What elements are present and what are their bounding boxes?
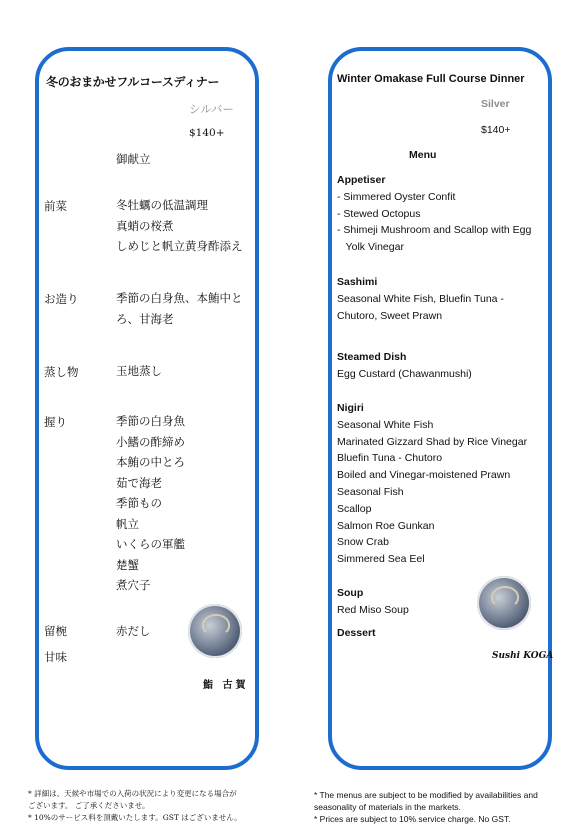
menu-item: Snow Crab <box>337 536 389 549</box>
menu-item: 季節もの <box>116 496 162 510</box>
menu-item: 小鰭の酢締め <box>116 434 185 449</box>
ja-course-label-otsukuri: お造り <box>44 292 79 306</box>
ja-menu-heading: 御献立 <box>116 152 151 166</box>
menu-item: 季節の白身魚、本鮪中と <box>116 291 243 305</box>
ja-course-label-tomewan: 留椀 <box>44 624 67 638</box>
menu-item: Simmered Sea Eel <box>337 553 425 566</box>
ja-course-items-otsukuri <box>116 288 243 329</box>
ja-course-items-zensai <box>116 195 243 257</box>
course-label: Soup <box>337 587 364 599</box>
clam-photo <box>188 604 242 658</box>
ja-course-label-nigiri: 握り <box>44 415 67 429</box>
menu-item: - Stewed Octopus <box>337 207 421 220</box>
menu-item: Egg Custard (Chawanmushi) <box>337 367 472 380</box>
menu-item: 季節の白身魚 <box>116 414 185 428</box>
course-label: Appetiser <box>337 174 386 186</box>
course-label: Nigiri <box>337 402 364 414</box>
menu-item: しめじと帆立黄身酢添え <box>116 239 243 253</box>
menu-item: 茹で海老 <box>116 475 162 490</box>
menu-item: - Shimeji Mushroom and Scallop with Egg <box>337 224 532 237</box>
menu-item: Marinated Gizzard Shad by Rice Vinegar <box>337 435 528 448</box>
footnote-line: ございます。 ご了承くださいませ。 <box>28 801 150 810</box>
menu-item: いくらの軍艦 <box>116 537 185 551</box>
menu-item: ろ、甘海老 <box>116 311 174 326</box>
en-course-label-dessert: Dessert <box>337 627 376 639</box>
en-footnotes <box>314 789 538 825</box>
menu-item: 玉地蒸し <box>116 364 162 378</box>
ja-course-items-mushimono <box>116 361 162 382</box>
menu-item: Salmon Roe Gunkan <box>337 519 435 532</box>
ja-signature: 鮨 古賀 <box>203 680 249 691</box>
menu-item: Bluefin Tuna - Chutoro <box>337 452 443 465</box>
menu-item: 真蛸の桜煮 <box>116 218 174 233</box>
menu-item: 冬牡蠣の低温調理 <box>116 198 208 212</box>
menu-item: 帆立 <box>116 516 139 531</box>
footnote-line: * 詳細は、天候や市場での入荷の状況により変更になる場合が <box>28 789 237 798</box>
footnote-line: * The menus are subject to be modified by availabilities and <box>314 790 538 800</box>
menu-item: 楚蟹 <box>116 557 139 572</box>
menu-item: 本鮪の中とろ <box>116 455 185 469</box>
en-course-sashimi <box>337 274 504 324</box>
ja-tier-label: シルバー <box>189 102 234 116</box>
ja-course-label-mushimono: 蒸し物 <box>44 365 79 379</box>
en-menu-title: Winter Omakase Full Course Dinner <box>337 73 525 85</box>
en-course-soup <box>337 585 409 619</box>
en-signature: Sushi KOGA <box>492 651 554 661</box>
menu-item: Yolk Vinegar <box>337 241 404 254</box>
footnote-line: seasonality of materials in the markets. <box>314 802 461 812</box>
menu-item: Seasonal White Fish <box>337 418 434 431</box>
menu-item: Red Miso Soup <box>337 603 409 616</box>
menu-item: 煮穴子 <box>116 578 151 592</box>
ja-course-label-zensai: 前菜 <box>44 199 67 213</box>
en-price: $140+ <box>481 124 511 136</box>
menu-item: Seasonal Fish <box>337 485 404 498</box>
menu-item: - Simmered Oyster Confit <box>337 190 456 203</box>
footnote-line: * 10%のサービス料を頂戴いたします。GST はございません。 <box>28 813 242 822</box>
menu-item: Seasonal White Fish, Bluefin Tuna - <box>337 292 504 305</box>
ja-course-items-nigiri <box>116 411 185 596</box>
en-tier-label: Silver <box>481 98 510 110</box>
en-course-nigiri <box>337 400 527 568</box>
menu-item: Scallop <box>337 502 372 515</box>
ja-menu-title: 冬のおまかせフルコースディナー <box>46 75 220 89</box>
ja-price: $140+ <box>189 127 225 139</box>
en-menu-heading: Menu <box>409 149 437 161</box>
menu-item: Chutoro, Sweet Prawn <box>337 309 443 322</box>
ja-course-label-kanmi: 甘味 <box>44 650 67 664</box>
ja-course-item-tomewan: 赤だし <box>116 624 151 638</box>
course-label: Steamed Dish <box>337 351 407 363</box>
en-course-steamed-dish <box>337 349 472 383</box>
menu-item: Boiled and Vinegar-moistened Prawn <box>337 469 511 482</box>
clam-photo <box>477 576 531 630</box>
footnote-line: * Prices are subject to 10% service charge. No GST. <box>314 814 511 824</box>
ja-footnotes <box>28 788 242 824</box>
course-label: Sashimi <box>337 276 378 288</box>
en-course-appetiser <box>337 172 531 256</box>
